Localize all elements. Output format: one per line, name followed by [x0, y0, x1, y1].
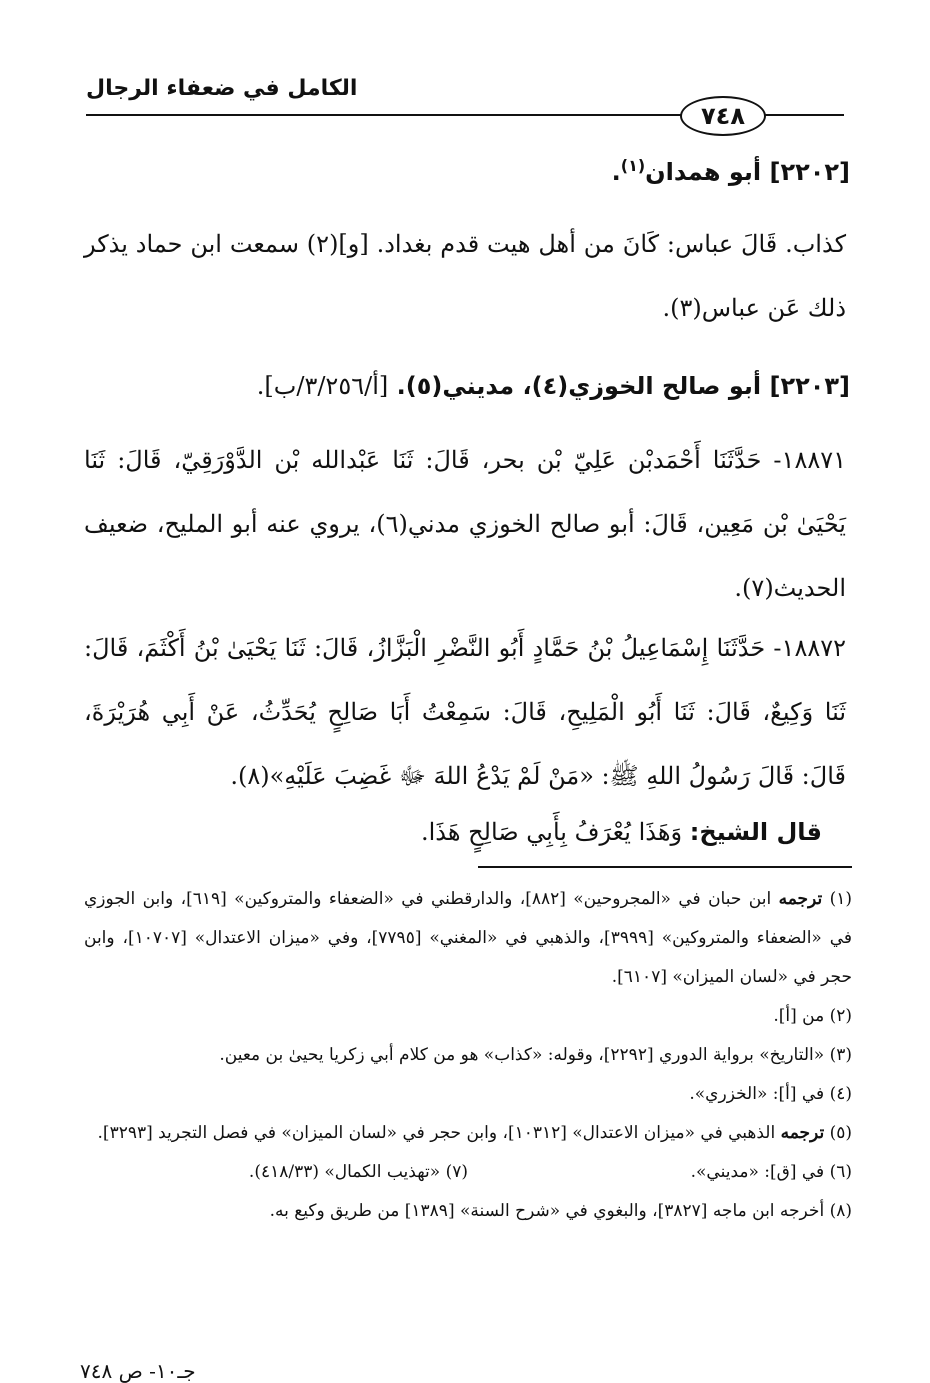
footnote-4 [84, 1075, 852, 1114]
footnote-text: «التاريخ» برواية الدوري [٢٢٩٢]، وقوله: «كذاب» هو من كلام أبي زكريا يحيىٰ بن معين. [219, 1045, 825, 1065]
footnote-rule [478, 866, 852, 868]
footnote-text: في [أ]: «الخزري». [689, 1084, 825, 1104]
page-number: ٧٤٨ [680, 96, 766, 136]
hadith-18871: ١٨٨٧١- حَدَّثَنَا أَحْمَدبْن عَلِيّ بْن بحر، قَالَ: ثَنَا عَبْدالله بْن الدَّوْرَقِيّ، قَالَ: ثَنَا يَحْيَىٰ بْن مَعِين، قَالَ: أبو صالح الخوزي مدني(٦)، يروي عنه أبو المليح، ضعيف الحديث(٧). [84, 446, 846, 602]
footnote-2 [84, 997, 852, 1036]
footnote-label: (٢) [829, 1006, 852, 1026]
footnote-1 [84, 880, 852, 997]
footnote-7 [84, 1153, 468, 1192]
entry-heading-text: [٢٢٠٢] أبو همدان [645, 158, 850, 186]
entry-heading-2202 [84, 156, 850, 186]
entry-heading-note: (١) [620, 156, 646, 175]
book-title: الكامل في ضعفاء الرجال [86, 76, 358, 101]
footnote-label: (١) [829, 889, 853, 909]
entry-heading-text: [٢٢٠٣] أبو صالح الخوزي(٤)، مديني(٥). [396, 372, 850, 400]
volume-page-reference: جـ١٠- ص ٧٤٨ [80, 1359, 196, 1383]
shaykh-label: قال الشيخ: [689, 818, 822, 846]
footnote-row-6-7 [84, 1153, 852, 1192]
footnote-text: الذهبي في «ميزان الاعتدال» [١٠٣١٢]، وابن حجر في «لسان الميزان» في فصل التجريد [٣٢٩٣]. [97, 1123, 776, 1143]
footnote-label: (٧) [445, 1162, 468, 1182]
footnote-bold: ترجمه [778, 889, 823, 909]
footnote-label: (٨) [829, 1201, 852, 1221]
footnote-text: من [أ]. [773, 1006, 825, 1026]
footnote-6 [468, 1153, 852, 1192]
footnote-3 [84, 1036, 852, 1075]
footnote-text: «تهذيب الكمال» (٤١٨/٣٣). [248, 1162, 441, 1182]
running-header [86, 70, 844, 130]
footnotes [84, 880, 852, 1231]
footnote-text: أخرجه ابن ماجه [٣٨٢٧]، والبغوي في «شرح السنة» [١٣٨٩] من طريق وكيع به. [269, 1201, 825, 1221]
shaykh-remark [84, 812, 822, 852]
footnote-label: (٣) [829, 1045, 852, 1065]
footnote-label: (٥) [829, 1123, 852, 1143]
footnote-label: (٦) [829, 1162, 852, 1182]
hadith-18872: ١٨٨٧٢- حَدَّثَنَا إِسْمَاعِيلُ بْنُ حَمَّادٍ أَبُو النَّضْرِ الْبَزَّازُ، قَالَ: ثَنَا يَحْيَىٰ بْنُ أَكْثَمَ، قَالَ: ثَنَا وَكِيعٌ، قَالَ: ثَنَا أَبُو الْمَلِيحِ، قَالَ: سَمِعْتُ أَبَا صَالِحٍ يُحَدِّثُ، عَنْ أَبِي هُرَيْرَةَ، قَالَ: قَالَ رَسُولُ اللهِ ﷺ: «مَنْ لَمْ يَدْعُ اللهَ ﷻ غَضِبَ عَلَيْهِ»(٨). [84, 634, 846, 790]
footnote-5 [84, 1114, 852, 1153]
footnote-label: (٤) [829, 1084, 852, 1104]
entry-paragraph-2202: كذاب. قَالَ عباس: كَانَ من أهل هيت قدم بغداد. [و](٢) سمعت ابن حماد يذكر ذلك عَن عباس(٣). [84, 230, 846, 322]
entry-heading-end: . [611, 158, 621, 186]
manuscript-reference: [أ/٣/٢٥٦/ب]. [256, 372, 389, 400]
shaykh-text: وَهَذَا يُعْرَفُ بِأَبِي صَالِحٍ هَذَا. [420, 818, 683, 846]
footnote-8 [84, 1192, 852, 1231]
entry-heading-2203 [84, 372, 850, 400]
footnote-bold: ترجمه [780, 1123, 825, 1143]
footnote-text: في [ق]: «مديني». [690, 1162, 825, 1182]
footnote-text: ابن حبان في «المجروحين» [٨٨٢]، والدارقطني في «الضعفاء والمتروكين» [٦١٩]، وابن الجوزي في «الضعفاء والمتروكين» [٣٩٩٩]، والذهبي في «المغني» [٧٧٩٥]، وفي «ميزان الاعتدال» [١٠٧٠٧]، وابن حجر في «لسان الميزان» [٦١٠٧]. [84, 889, 852, 987]
